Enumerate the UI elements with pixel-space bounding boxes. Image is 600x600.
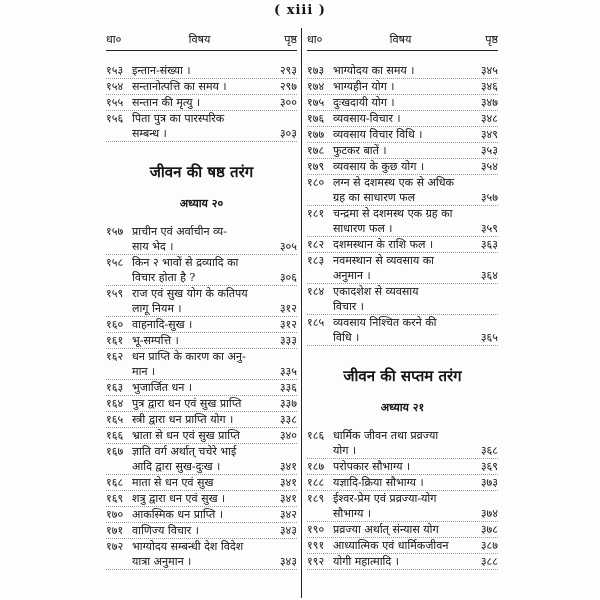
entry-title-line: लागू नियम ।	[132, 302, 182, 315]
entry-page: ३८८	[480, 555, 498, 568]
entry-title	[333, 79, 468, 94]
toc-entry	[307, 237, 498, 253]
toc-entry	[307, 159, 498, 175]
entry-title-line: साय भेद ।	[132, 240, 174, 253]
entry-title-line: अनुमान ।	[333, 269, 371, 282]
entry-number: १७१	[106, 524, 124, 537]
toc-entry	[307, 538, 498, 554]
toc-entry	[307, 253, 498, 284]
entry-page: ३०५	[279, 240, 297, 253]
entry-title-line: चन्द्रमा से दशमस्थ एक ग्रह का	[333, 207, 453, 220]
entry-title	[132, 444, 267, 474]
entry-title	[333, 63, 468, 78]
entry-page: ३४३	[279, 555, 297, 568]
toc-entry	[307, 428, 498, 459]
entry-title-line: सौभाग्य ।	[333, 507, 372, 520]
entry-title	[333, 206, 468, 236]
entry-number: १७६	[307, 112, 325, 125]
entry-title-line: भाग्योदय का समय ।	[333, 64, 415, 77]
section-heading	[106, 162, 297, 212]
entry-page: ३४२	[279, 508, 297, 521]
entry-title-line: आकस्मिक धन प्राप्ति ।	[132, 508, 223, 521]
toc-entry	[106, 396, 297, 412]
entry-title-line: परोपकार सौभाग्य ।	[333, 460, 411, 473]
entry-title	[132, 428, 267, 443]
entry-number: १५८	[106, 256, 124, 269]
entry-page: ३५४	[480, 160, 498, 173]
entry-title-line: नवमस्थान से व्यवसाय का	[333, 254, 434, 267]
entry-number: १६७	[106, 445, 124, 458]
entry-page: ३३६	[279, 381, 297, 394]
entry-number: १६५	[106, 413, 124, 426]
entry-page: ३०३	[279, 127, 297, 140]
page-folio: ( xiii )	[274, 3, 326, 18]
entry-number: १६६	[106, 429, 124, 442]
entry-title-line: आदि द्वारा सुख-दुःख ।	[132, 460, 221, 473]
entry-title-line: माता से धन एवं सुख	[132, 476, 214, 489]
entry-page: ३६४	[480, 269, 498, 282]
column-header	[307, 28, 498, 51]
entry-title-line: इन्तान-संख्या ।	[132, 64, 191, 77]
entry-number: १८१	[307, 207, 325, 220]
entry-page: ३१२	[279, 302, 297, 315]
entry-title-line: लग्न से दशमस्थ एक से अधिक	[333, 176, 454, 189]
entry-title-line: एकादशेश से व्यवसाय	[333, 285, 419, 298]
entry-list	[307, 63, 498, 346]
entry-title-line: विधि ।	[333, 331, 360, 344]
entry-title-line: ज्ञाति वर्ग अर्थात् चचेरे भाई	[132, 445, 237, 458]
toc-entry	[106, 349, 297, 380]
entry-page: ३३५	[279, 365, 297, 378]
toc-entry	[106, 444, 297, 475]
entry-title-line: भ्राता से धन एवं सुख प्राप्ति	[132, 429, 240, 442]
entry-title-line: सन्तानोत्पत्ति का समय ।	[132, 80, 227, 93]
toc-entry	[307, 315, 498, 346]
entry-title-line: फुटकर बातें ।	[333, 144, 387, 157]
entry-title	[132, 491, 267, 506]
entry-title-line: योग ।	[333, 444, 357, 457]
toc-entry	[307, 491, 498, 522]
entry-title	[132, 255, 267, 285]
header-number: धा०	[307, 32, 323, 46]
entry-page: ३८७	[480, 539, 498, 552]
toc-entry	[307, 459, 498, 475]
entry-title	[333, 159, 468, 174]
entry-page: ३४३	[279, 524, 297, 537]
entry-page: ३६३	[480, 238, 498, 251]
toc-entry	[106, 79, 297, 95]
toc-entry	[106, 255, 297, 286]
entry-title	[132, 111, 267, 141]
entry-number: १७९	[307, 160, 325, 173]
entry-page: ३१२	[279, 318, 297, 331]
entry-title	[132, 412, 267, 427]
toc-entry	[106, 333, 297, 349]
toc-entry	[106, 539, 297, 570]
entry-page: ३४९	[480, 128, 498, 141]
entry-title-line: आध्यात्मिक एवं धार्मिकजीवन	[333, 539, 449, 552]
toc-entry	[307, 79, 498, 95]
entry-title	[333, 554, 468, 569]
toc-entry	[307, 554, 498, 570]
entry-title-line: दुःखदायी योग ।	[333, 96, 395, 109]
toc-entry	[106, 523, 297, 539]
entry-title-line: पिता पुत्र का पारस्परिक	[132, 112, 225, 125]
entry-number: १८३	[307, 254, 325, 267]
entry-title-line: भाग्यहीन योग ।	[333, 80, 395, 93]
entry-title	[333, 491, 468, 521]
entry-title	[333, 127, 468, 142]
entry-title-line: मान ।	[132, 365, 156, 378]
entry-title-line: स्त्री द्वारा धन प्राप्ति योग ।	[132, 413, 234, 426]
entry-page: ३५७	[480, 191, 498, 204]
toc-entry	[106, 63, 297, 79]
entry-number: १८६	[307, 429, 325, 442]
entry-title-line: साधारण फल ।	[333, 222, 393, 235]
toc-entry	[307, 111, 498, 127]
entry-number: १६२	[106, 350, 124, 363]
entry-title	[132, 475, 267, 490]
entry-title	[132, 380, 267, 395]
entry-number: १९२	[307, 555, 325, 568]
entry-title-line: प्रव्रज्या अर्थात् संन्यास योग	[333, 523, 439, 536]
contents-columns	[106, 28, 498, 598]
entry-title-line: विचार होता है ?	[132, 271, 196, 284]
entry-number: १८५	[307, 316, 325, 329]
toc-entry	[106, 491, 297, 507]
entry-page: ३३८	[279, 413, 297, 426]
entry-title-line: राज एवं सुख योग के कतिपय	[132, 287, 248, 300]
entry-title-line: पुत्र द्वारा धन एवं सुख प्राप्ति	[132, 397, 242, 410]
header-subject: विषय	[188, 32, 211, 46]
toc-entry	[307, 284, 498, 315]
entry-title	[333, 237, 468, 252]
entry-number: १५७	[106, 225, 124, 238]
entry-title	[132, 95, 267, 110]
entry-title-line: शत्रु द्वारा धन एवं सुख ।	[132, 492, 226, 505]
entry-number: १९०	[307, 523, 325, 536]
entry-title	[333, 315, 468, 345]
toc-entry	[106, 507, 297, 523]
entry-number: १७२	[106, 540, 124, 553]
entry-number: १८९	[307, 492, 325, 505]
entry-number: १६१	[106, 334, 124, 347]
entry-page: ३४६	[480, 80, 498, 93]
toc-entry	[106, 224, 297, 255]
entry-title-line: व्यवसाय निश्चित करने की	[333, 316, 437, 329]
left-column	[106, 28, 302, 598]
toc-entry	[106, 317, 297, 333]
entry-title	[132, 507, 267, 522]
entry-title	[132, 286, 267, 316]
entry-page: २९३	[279, 64, 297, 77]
entry-title-line: यज्ञादि-क्रिया सौभाग्य ।	[333, 476, 424, 489]
entry-page: २९७	[279, 80, 297, 93]
entry-title-line: सन्तान की मृत्यु ।	[132, 96, 201, 109]
entry-title-line: विचार ।	[333, 300, 364, 313]
toc-entry	[106, 380, 297, 396]
entry-number: १७७	[307, 128, 325, 141]
entry-title	[333, 459, 468, 474]
entry-title	[132, 79, 267, 94]
header-subject: विषय	[389, 32, 412, 46]
entry-page: ३४१	[279, 460, 297, 473]
entry-number: १६०	[106, 318, 124, 331]
entry-title	[333, 522, 468, 537]
entry-number: १५९	[106, 287, 124, 300]
entry-title	[333, 538, 468, 553]
entry-title-line: भाग्योदय सम्बन्धी देश विदेश	[132, 540, 244, 553]
entry-number: १५४	[106, 80, 124, 93]
toc-entry	[106, 428, 297, 444]
entry-title	[132, 317, 267, 332]
toc-entry	[307, 475, 498, 491]
entry-number: १६३	[106, 381, 124, 394]
entry-number: १७४	[307, 80, 325, 93]
entry-number: १७८	[307, 144, 325, 157]
entry-page: ३५९	[480, 222, 498, 235]
entry-page: ३६९	[480, 460, 498, 473]
toc-entry	[307, 175, 498, 206]
toc-entry	[106, 475, 297, 491]
entry-number: १८७	[307, 460, 325, 473]
entry-page: ३५३	[480, 144, 498, 157]
right-column	[302, 28, 498, 598]
entry-number: १९१	[307, 539, 325, 552]
header-page: पृष्ठ	[485, 32, 498, 46]
entry-title	[132, 349, 267, 379]
chapter-label: अध्याय २०	[179, 197, 224, 210]
entry-title-line: दशमस्थान के राशि फल ।	[333, 238, 434, 251]
entry-title-line: ग्रह का साधारण फल	[333, 191, 416, 204]
section-title: जीवन की षष्ठ तरंग	[149, 163, 254, 181]
entry-title-line: व्यवसाय विचार विधि ।	[333, 128, 423, 141]
entry-title-line: योगी महात्मादि ।	[333, 555, 399, 568]
entry-title-line: किन २ भावों से द्रव्यादि का	[132, 256, 239, 269]
entry-title-line: भू-सम्पत्ति ।	[132, 334, 179, 347]
entry-title	[333, 111, 468, 126]
entry-title-line: व्यवसाय-विचार ।	[333, 112, 401, 125]
entry-page: ३७४	[480, 507, 498, 520]
entry-page: ३६८	[480, 444, 498, 457]
entry-number: १७०	[106, 508, 124, 521]
entry-title	[333, 143, 468, 158]
entry-title	[333, 253, 468, 283]
entry-title	[333, 284, 468, 314]
toc-entry	[307, 206, 498, 237]
entry-page: ३४१	[279, 476, 297, 489]
entry-title-line: धन प्राप्ति के कारण का अनु-	[132, 350, 246, 363]
header-number: धा०	[106, 32, 122, 46]
chapter-label: अध्याय २१	[380, 401, 425, 414]
entry-title-line: यात्रा अनुमान ।	[132, 555, 192, 568]
entry-number: १५६	[106, 112, 124, 125]
entry-page: ३४०	[279, 429, 297, 442]
entry-title	[132, 224, 267, 254]
entry-title-line: वाहनादि-सुख ।	[132, 318, 193, 331]
entry-title-line: ईश्वर-प्रेम एवं प्रव्रज्या-योग	[333, 492, 437, 505]
entry-title	[132, 539, 267, 569]
toc-entry	[307, 143, 498, 159]
entry-title	[132, 523, 267, 538]
entry-page: ३४५	[480, 64, 498, 77]
entry-list	[106, 63, 297, 142]
header-page: पृष्ठ	[284, 32, 297, 46]
entry-page: ३६५	[480, 331, 498, 344]
entry-number: १८४	[307, 285, 325, 298]
entry-title	[132, 63, 267, 78]
entry-page: ३४१	[279, 492, 297, 505]
entry-number: १५३	[106, 64, 124, 77]
entry-page: ३४८	[480, 112, 498, 125]
entry-title-line: व्यवसाय के कुछ योग ।	[333, 160, 425, 173]
entry-page: ३०६	[279, 271, 297, 284]
toc-entry	[106, 111, 297, 142]
entry-title	[132, 396, 267, 411]
toc-entry	[307, 522, 498, 538]
entry-title	[132, 333, 267, 348]
entry-title-line: प्राचीन एवं अर्वाचीन व्य-	[132, 225, 227, 238]
entry-number: १७५	[307, 96, 325, 109]
entry-number: १६९	[106, 492, 124, 505]
toc-entry	[106, 286, 297, 317]
entry-list	[307, 428, 498, 570]
entry-page: ३७८	[480, 523, 498, 536]
entry-title	[333, 175, 468, 205]
entry-page: ३७३	[480, 476, 498, 489]
toc-entry	[307, 95, 498, 111]
toc-entry	[106, 95, 297, 111]
entry-number: १८०	[307, 176, 325, 189]
entry-page: ३४७	[480, 96, 498, 109]
entry-title	[333, 428, 468, 458]
entry-title	[333, 475, 468, 490]
entry-title-line: भुजार्जित धन ।	[132, 381, 193, 394]
entry-number: १६८	[106, 476, 124, 489]
entry-number: १७३	[307, 64, 325, 77]
section-title: जीवन की सप्तम तरंग	[343, 367, 462, 385]
toc-entry	[307, 127, 498, 143]
section-heading	[307, 366, 498, 416]
entry-title-line: वाणिज्य विचार ।	[132, 524, 199, 537]
entry-page: ३३७	[279, 397, 297, 410]
entry-number: १८८	[307, 476, 325, 489]
column-header	[106, 28, 297, 51]
entry-list	[106, 224, 297, 570]
entry-title-line: सम्बन्ध ।	[132, 127, 167, 140]
entry-page: ३००	[279, 96, 297, 109]
entry-title-line: धार्मिक जीवन तथा प्रव्रज्या	[333, 429, 439, 442]
entry-title	[333, 95, 468, 110]
entry-number: १८२	[307, 238, 325, 251]
entry-number: १५५	[106, 96, 124, 109]
toc-entry	[307, 63, 498, 79]
entry-number: १६४	[106, 397, 124, 410]
entry-page: ३३३	[279, 334, 297, 347]
toc-entry	[106, 412, 297, 428]
